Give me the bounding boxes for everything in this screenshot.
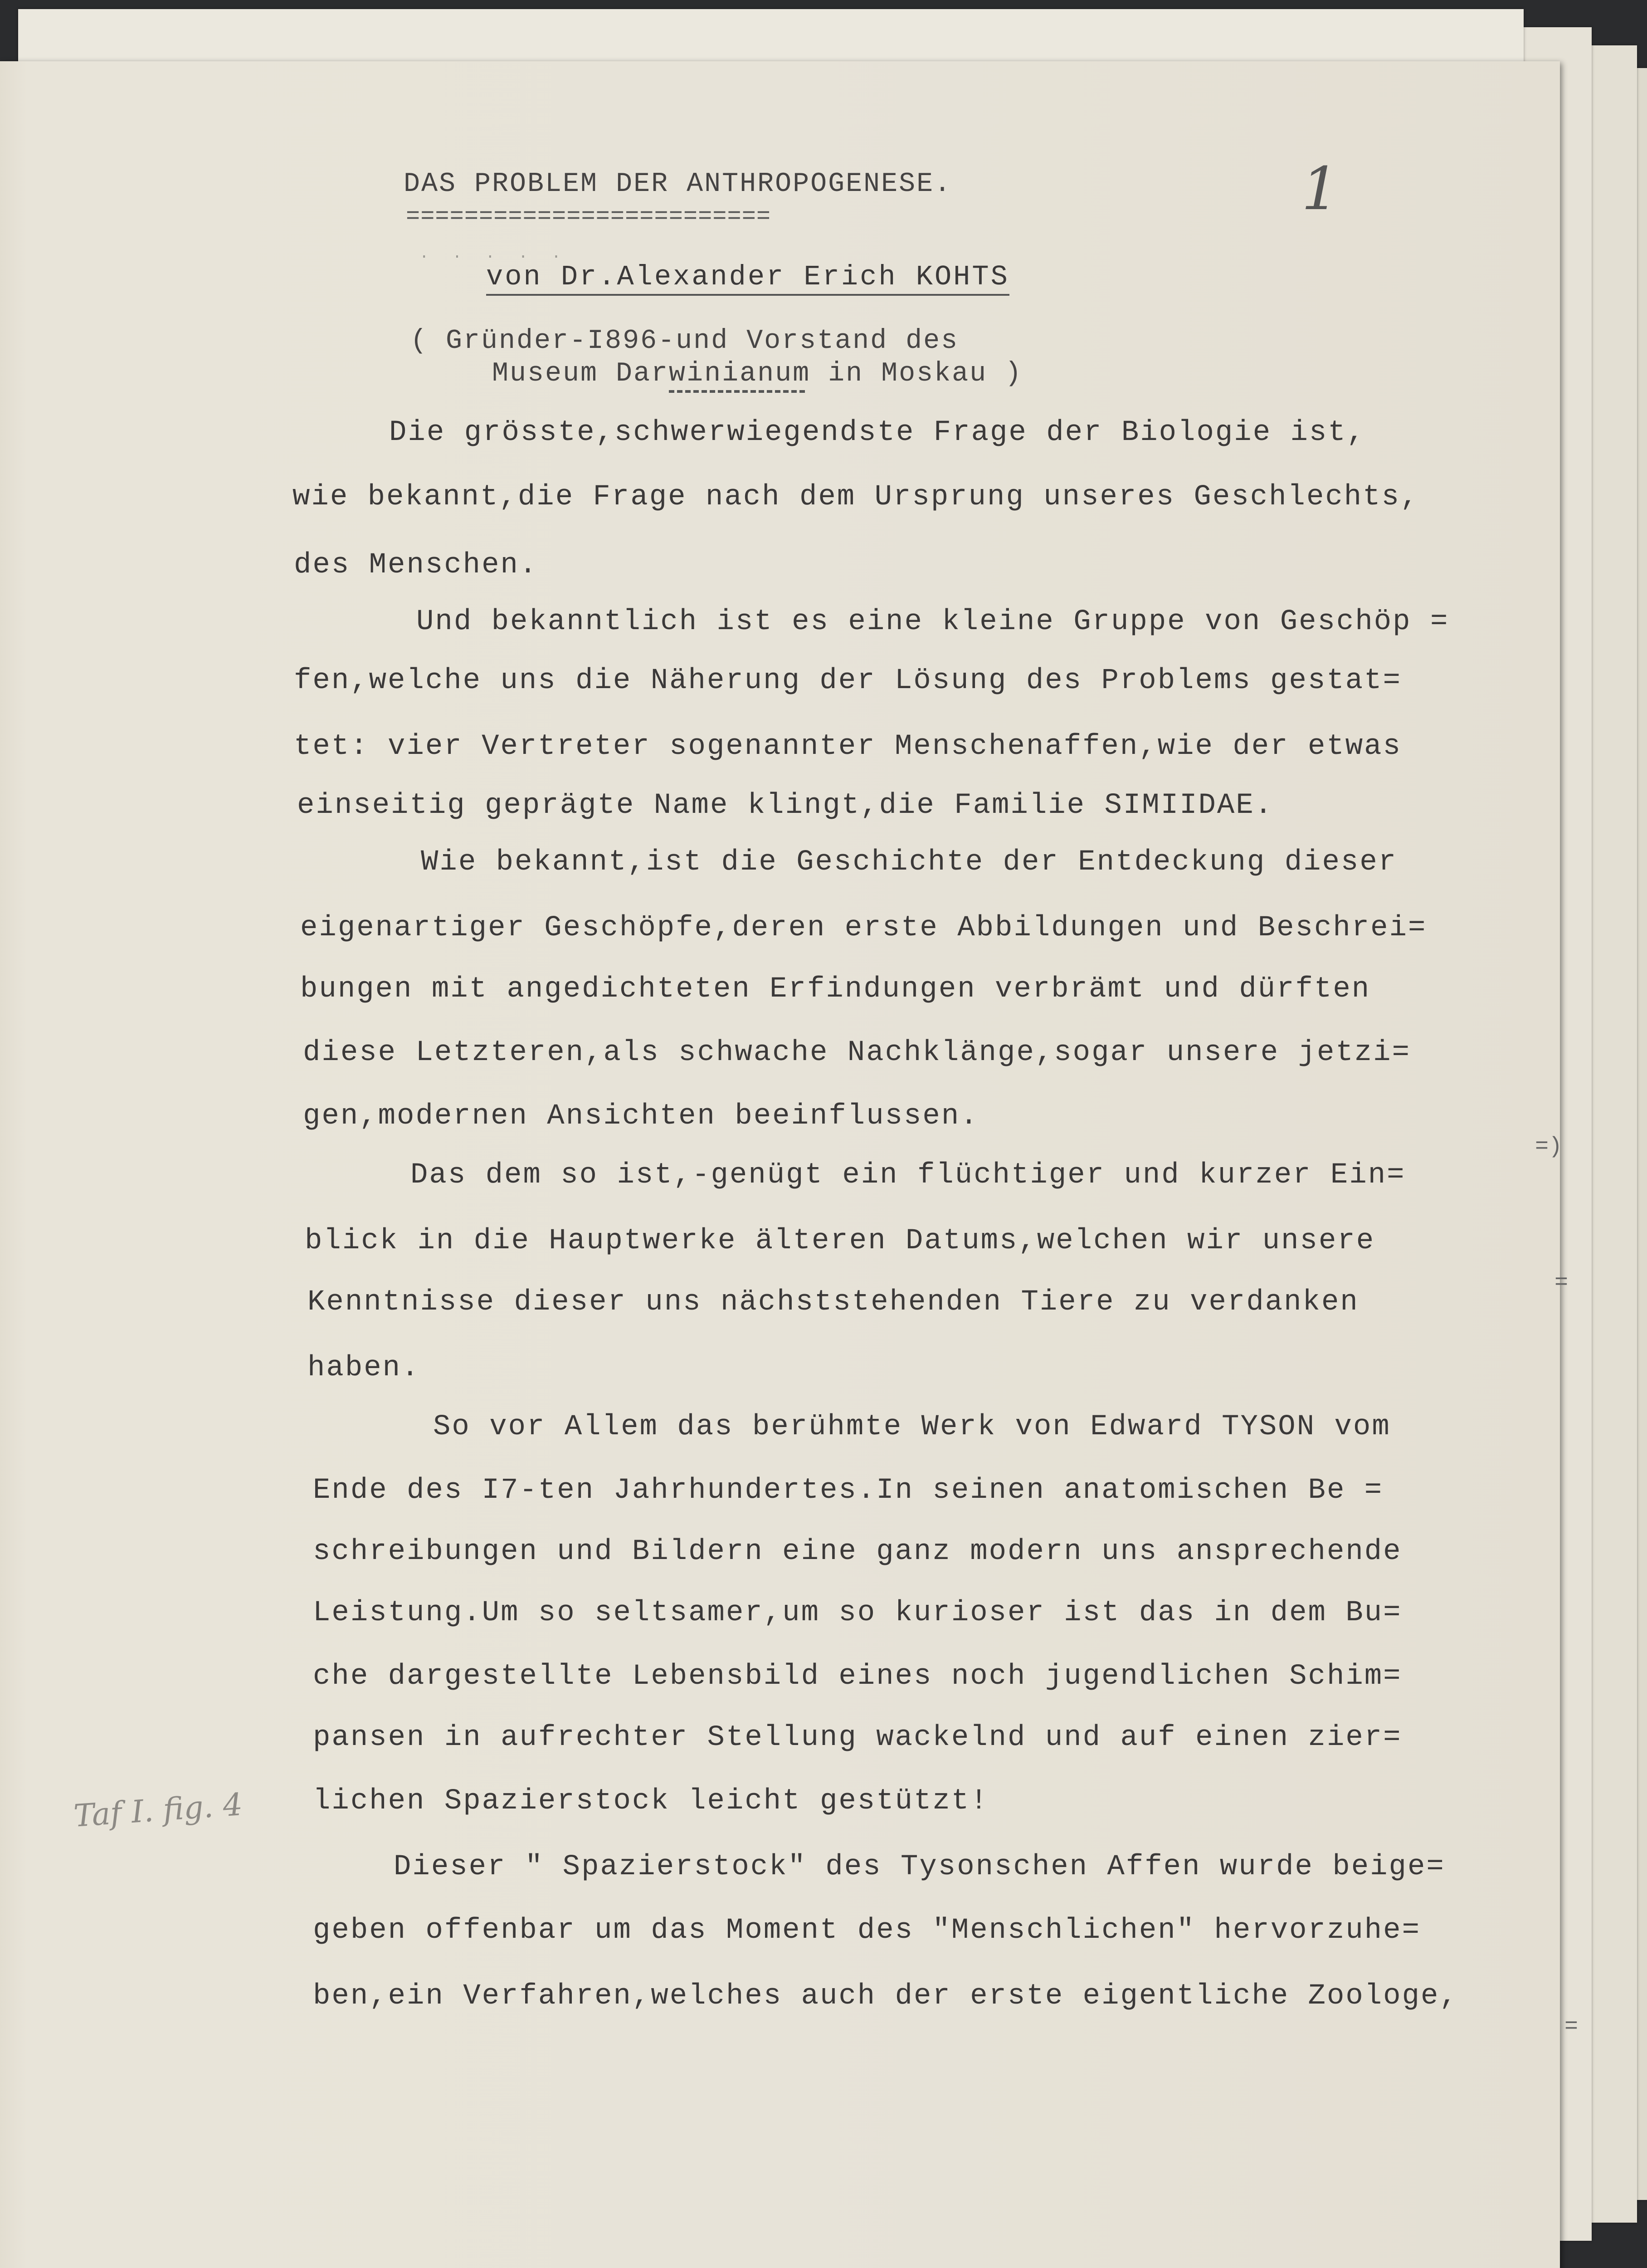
- body-line: des Menschen.: [294, 549, 538, 582]
- affiliation-line-1: ( Gründer-I896-und Vorstand des: [410, 326, 959, 357]
- page-number: 1: [1301, 154, 1339, 223]
- body-line: Kenntnisse dieser uns nächststehenden Tiere zu verdanken: [307, 1286, 1359, 1319]
- body-line: lichen Spazierstock leicht gestützt!: [313, 1785, 989, 1818]
- body-line: fen,welche uns die Näherung der Lösung des Problems gestat=: [294, 665, 1402, 697]
- handwritten-margin-note: Taf I. fig. 4: [73, 1786, 244, 1834]
- body-line: haben.: [307, 1352, 420, 1384]
- body-line: bungen mit angedichteten Erfindungen verbrämt und dürften: [300, 973, 1371, 1006]
- body-line: Das dem so ist,-genügt ein flüchtiger und kurzer Ein=: [410, 1159, 1406, 1192]
- author-line: von Dr.Alexander Erich KOHTS: [486, 261, 1009, 296]
- body-line: einseitig geprägte Name klingt,die Familie SIMIIDAE.: [297, 789, 1274, 822]
- body-line: Und bekanntlich ist es eine kleine Gruppe von Geschöp =: [416, 606, 1449, 638]
- document-title: DAS PROBLEM DER ANTHROPOGENESE.: [404, 169, 952, 200]
- body-line: wie bekannt,die Frage nach dem Ursprung unseres Geschlechts,: [292, 481, 1419, 513]
- body-line: Ende des I7-ten Jahrhundertes.In seinen anatomischen Be =: [313, 1474, 1384, 1507]
- body-line: che dargestellte Lebensbild eines noch jugendlichen Schim=: [313, 1660, 1402, 1693]
- body-line: So vor Allem das berühmte Werk von Edward TYSON vom: [433, 1411, 1391, 1443]
- decorative-dots: · · · · ·: [419, 249, 568, 266]
- body-line: Leistung.Um so seltsamer,um so kurioser ist das in dem Bu=: [313, 1597, 1402, 1629]
- body-line: eigenartiger Geschöpfe,deren erste Abbildungen und Beschrei=: [300, 912, 1427, 944]
- edge-mark: =: [1554, 1270, 1569, 1296]
- body-line: pansen in aufrechter Stellung wackelnd und auf einen zier=: [313, 1721, 1402, 1754]
- body-line: ben,ein Verfahren,welches auch der erste eigentliche Zoologe,: [313, 1980, 1458, 2013]
- body-line: diese Letzteren,als schwache Nachklänge,sogar unsere jetzi=: [303, 1036, 1411, 1069]
- body-line: geben offenbar um das Moment des "Menschlichen" hervorzuhe=: [313, 1914, 1421, 1947]
- body-line: Dieser " Spazierstock" des Tysonschen Affen wurde beige=: [394, 1851, 1445, 1883]
- body-line: schreibungen und Bildern eine ganz modern uns ansprechende: [313, 1535, 1402, 1568]
- affiliation-line-2: Museum Darwinianum in Moskau ): [492, 358, 1023, 389]
- body-line: blick in die Hauptwerke älteren Datums,welchen wir unsere: [305, 1225, 1375, 1257]
- body-line: Die grösste,schwerwiegendste Frage der Biologie ist,: [389, 416, 1366, 449]
- body-line: Wie bekannt,ist die Geschichte der Entdeckung dieser: [421, 846, 1398, 879]
- edge-mark: =: [1564, 2014, 1579, 2040]
- section-divider: [669, 390, 805, 396]
- body-line: tet: vier Vertreter sogenannter Menschenaffen,wie der etwas: [294, 730, 1402, 763]
- body-line: gen,modernen Ansichten beeinflussen.: [303, 1100, 979, 1133]
- title-underline: =========================: [406, 203, 771, 230]
- edge-mark: =): [1535, 1134, 1563, 1160]
